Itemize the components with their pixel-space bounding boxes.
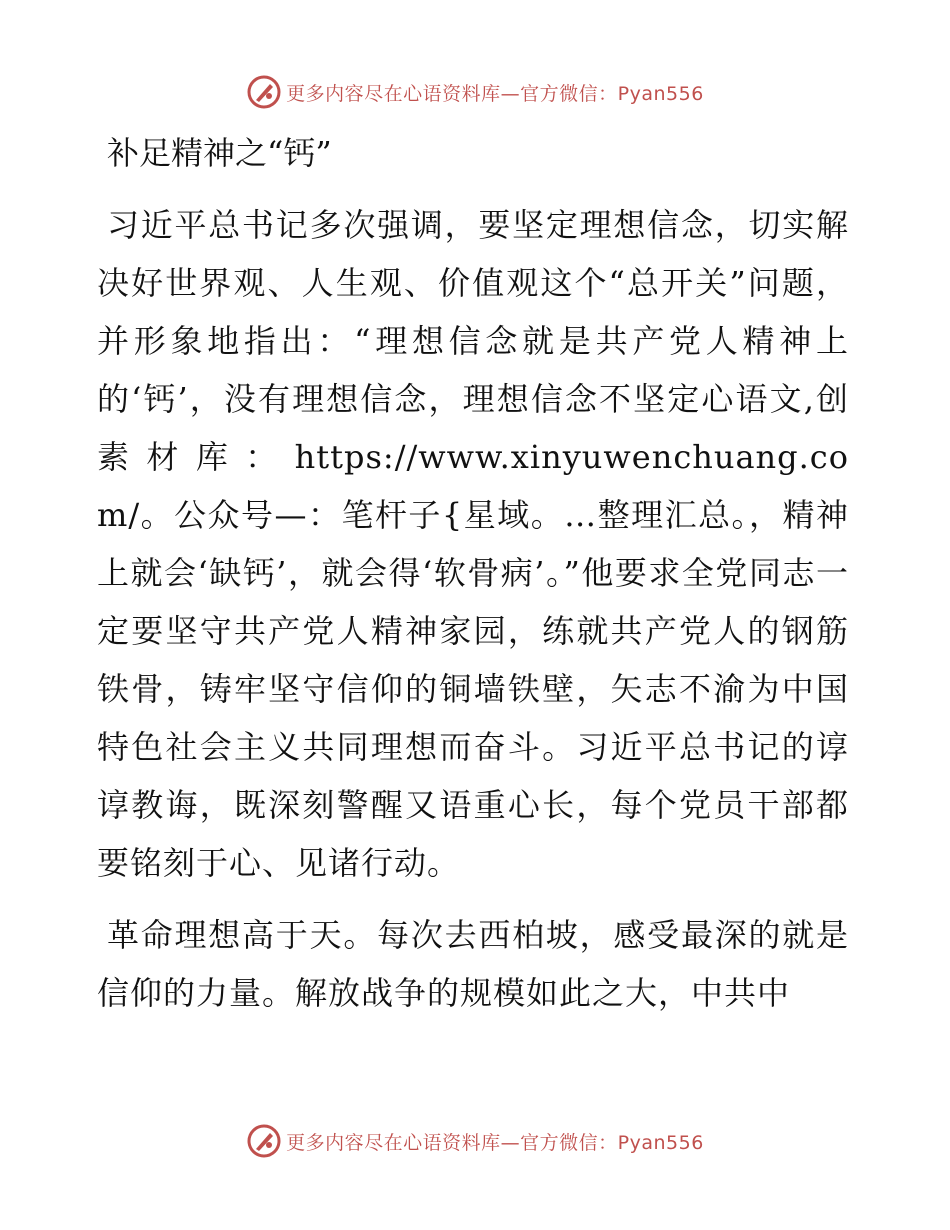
document-body [97,124,849,1036]
header-banner-text: 更多内容尽在心语资料库—官方微信：Pyan556 [286,82,704,105]
pen-seal-icon [246,1123,282,1159]
pen-seal-icon [246,74,282,110]
footer-banner [0,1121,950,1161]
document-heading: 补足精神之“钙” [107,134,332,172]
paragraph: 习近平总书记多次强调，要坚定理想信念，切实解决好世界观、人生观、价值观这个“总开关”问题，并形象地指出：“理想信念就是共产党人精神上的‘钙’，没有理想信念，理想信念不坚定心语文,创素材库：https://www.xinyuwenchuang.com/。公众号—：笔杆子{星域。…整理汇总。，精神上就会‘缺钙’，就会得‘软骨病’。”他要求全党同志一定要坚守共产党人精神家园，练就共产党人的钢筋铁骨，铸牢坚守信仰的铜墙铁壁，矢志不渝为中国特色社会主义共同理想而奋斗。习近平总书记的谆谆教诲，既深刻警醒又语重心长，每个党员干部都要铭刻于心、见诸行动。 [97,206,849,882]
paragraph: 革命理想高于天。每次去西柏坡，感受最深的就是信仰的力量。解放战争的规模如此之大，中共中 [97,916,849,1012]
header-banner [0,72,950,112]
footer-banner-text: 更多内容尽在心语资料库—官方微信：Pyan556 [286,1131,704,1154]
